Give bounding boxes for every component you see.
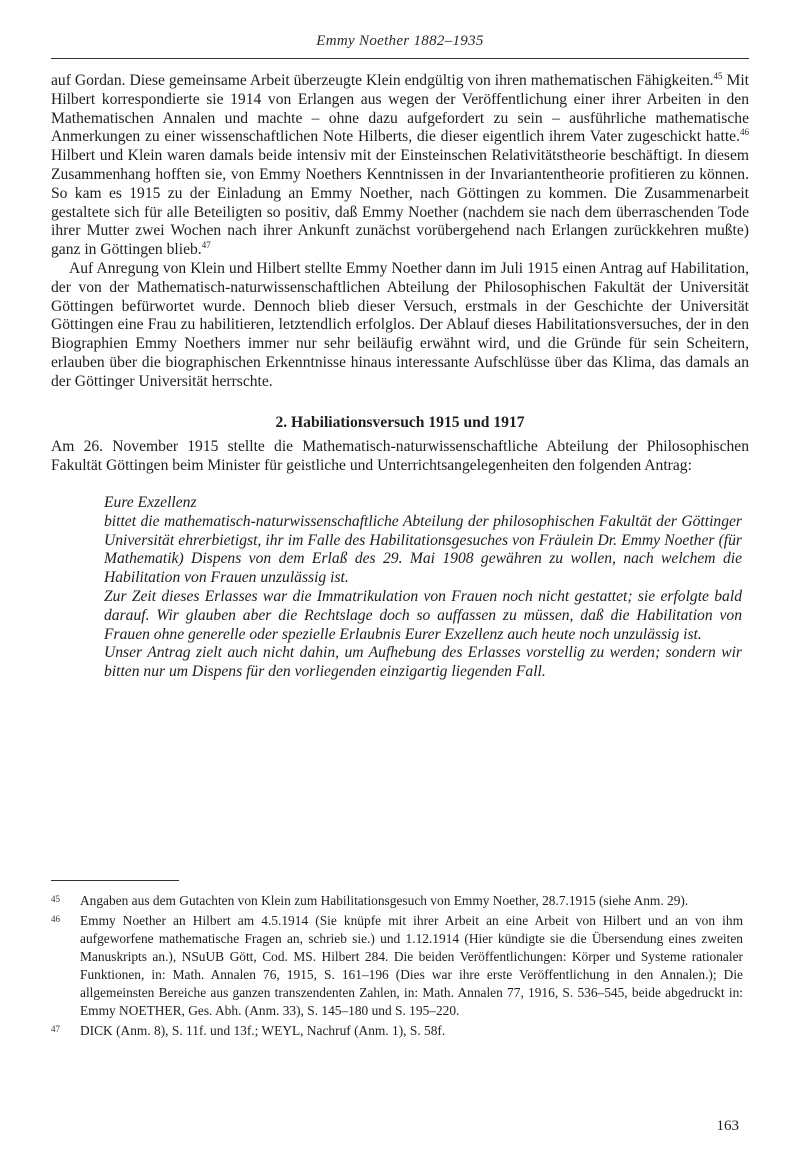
quote-paragraph-3: Unser Antrag zielt auch nicht dahin, um Aufhebung des Erlasses vorstellig zu werden; sondern wir bitten nur um Dispens für den vorliegenden einzigartig liegenden Fall.: [104, 644, 742, 681]
quote-paragraph-2: Zur Zeit dieses Erlasses war die Immatrikulation von Frauen noch nicht gestattet; sie erfolgte bald darauf. Wir glauben aber die Rechtslage doch so auffassen zu müssen, daß die Habilitation von Frauen ohne generelle oder spezielle Erlaubnis Eurer Exzellenz auch heute noch unzulässig ist.: [104, 587, 742, 643]
page-number: 163: [716, 1118, 739, 1134]
quote-paragraph-1: bittet die mathematisch-naturwissenschaftliche Abteilung der philosophischen Fakultät der Göttinger Universität ehrerbietigst, ihr im Falle des Habilitationsgesuches von Fräulein Dr. Emmy Noether (für Mathematik) Dispens von dem Erlaß des 29. Mai 1908 gewähren zu wollen, nach welchem die Habilitation von Frauen unzulässig ist.: [104, 512, 742, 587]
footnote-text: DICK (Anm. 8), S. 11f. und 13f.; WEYL, Nachruf (Anm. 1), S. 58f.: [80, 1023, 446, 1038]
paragraph-1: [51, 72, 749, 260]
footnote-text: Angaben aus dem Gutachten von Klein zum Habilitationsgesuch von Emmy Noether, 28.7.1915 (siehe Anm. 29).: [80, 893, 689, 908]
footnote-45: [51, 892, 743, 910]
quote-salutation: Eure Exzellenz: [104, 493, 197, 511]
section-heading: 2. Habiliationsversuch 1915 und 1917: [275, 413, 525, 431]
footnote-text: Emmy Noether an Hilbert am 4.5.1914 (Sie knüpfe mit ihrer Arbeit an eine Arbeit von Hilbert und an von ihm aufgeworfene mathematische Fragen an, schrieb sie.) und 1.12.1914 (Hier kündigte sie die Übersendung eines zweiten Manuskripts an.), NSuUB Gött, Cod. MS. Hilbert 284. Die beiden Veröffentlichungen: Körper und Systeme rationaler Funktionen, in: Math. Annalen 76, 1915, S. 161–196 (Dies war ihre erste Veröffentlichung in den Annalen.); Die allgemeinsten Bereiche aus ganzen transzendenten Zahlen, in: Math. Annalen 77, 1916, S. 536–545, beide abgedruckt in: Emmy NOETHER, Ges. Abh. (Anm. 33), S. 145–180 und S. 195–220.: [80, 913, 743, 1018]
footnote-ref-45[interactable]: 45: [713, 71, 723, 81]
footnotes: [51, 892, 743, 1042]
block-quote: [104, 494, 742, 682]
footnote-rule: [51, 880, 179, 881]
footnote-number: 45: [51, 894, 60, 904]
paragraph-3: Am 26. November 1915 stellte die Mathematisch-naturwissenschaftliche Abteilung der Philosophischen Fakultät Göttingen beim Minister für geistliche und Unterrichtsangelegenheiten den folgenden Antrag:: [51, 438, 749, 475]
footnote-47: [51, 1022, 743, 1040]
paragraph-1-text-c: Hilbert und Klein waren damals beide intensiv mit der Einsteinschen Relativitätstheorie beschäftigt. In diesem Zusammenhang hofften sie, von Emmy Noethers Kenntnissen in der Invariantentheorie profitieren zu können. So kam es 1915 zu der Einladung an Emmy Noether, nach Göttingen zu kommen. Die Zusammenarbeit gestaltete sich für alle Beteiligten so positiv, daß Emmy Noether (nachdem sie nach dem überraschenden Tode ihrer Mutter zwei Wochen nach ihrer Ankunft zunächst vorübergehend nach Erlangen zurückkehren mußte) ganz in Göttingen blieb.: [51, 147, 749, 259]
paragraph-1-text-a: auf Gordan. Diese gemeinsame Arbeit überzeugte Klein endgültig von ihren mathematischen Fähigkeiten.: [51, 72, 714, 89]
running-head: Emmy Noether 1882–1935: [316, 33, 484, 49]
header-rule: [51, 58, 749, 59]
footnote-number: 47: [51, 1024, 60, 1034]
footnote-number: 46: [51, 914, 60, 924]
paragraph-2: Auf Anregung von Klein und Hilbert stellte Emmy Noether dann im Juli 1915 einen Antrag auf Habilitation, der von der Mathematisch-naturwissenschaftlichen Abteilung der Philosophischen Fakultät der Universität Göttingen befürwortet wurde. Dennoch blieb dieser Versuch, erstmals in der Geschichte der Universität Göttingen eine Frau zu habilitieren, letztendlich erfolglos. Der Ablauf dieses Habilitationsversuches, der in den Biographien Emmy Noethers immer nur sehr beiläufig erwähnt wird, und die Gründe für sein Scheitern, erlauben über die biographischen Erkenntnisse hinaus interessante Aufschlüsse über das Klima, das damals an der Göttinger Universität herrschte.: [51, 259, 749, 390]
paragraph-1-text-b: Mit Hilbert korrespondierte sie 1914 von Erlangen aus wegen der Veröffentlichung einer ihrer Arbeiten in den Mathematischen Annalen und machte – ohne dazu aufgefordert zu sein – ausführliche mathematische Anmerkungen zu einer wissenschaftlichen Note Hilberts, die dieser eigentlich ihrem Vater zugeschickt hatte.: [51, 72, 749, 146]
footnote-ref-46[interactable]: 46: [740, 127, 749, 138]
footnote-46: [51, 912, 743, 1020]
main-text: [51, 72, 749, 682]
footnote-ref-47[interactable]: 47: [201, 240, 211, 251]
